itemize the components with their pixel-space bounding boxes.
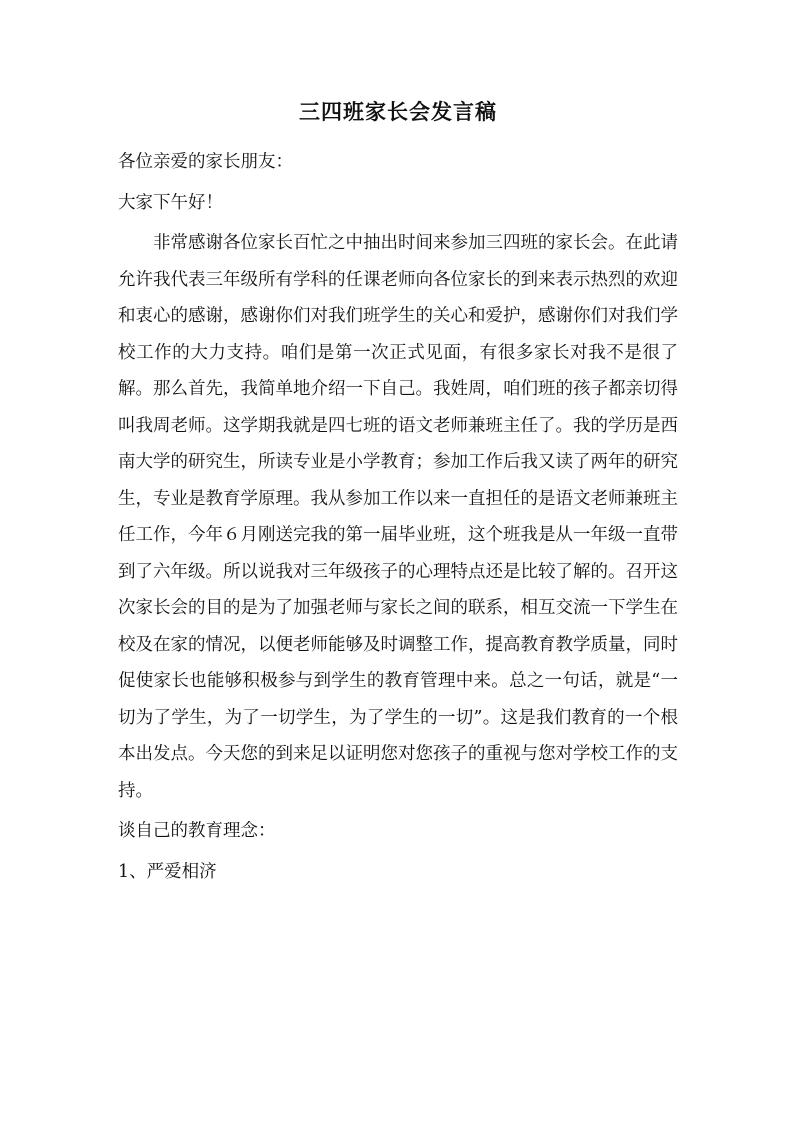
body-paragraph: 非常感谢各位家长百忙之中抽出时间来参加三四班的家长会。在此请允许我代表三年级所有学科的任课老师向各位家长的到来表示热烈的欢迎和衷心的感谢，感谢你们对我们班学生的关心和爱护，感谢你们对我们学校工作的大力支持。咱们是第一次正式见面，有很多家长对我不是很了解。那么首先，我简单地介绍一下自己。我姓周，咱们班的孩子都亲切得叫我周老师。这学期我就是四七班的语文老师兼班主任了。我的学历是西南大学的研究生，所读专业是小学教育；参加工作后我又读了两年的研究生，专业是教育学原理。我从参加工作以来一直担任的是语文老师兼班主任工作，今年６月刚送完我的第一届毕业班，这个班我是从一年级一直带到了六年级。所以说我对三年级孩子的心理特点还是比较了解的。召开这次家长会的目的是为了加强老师与家长之间的联系，相互交流一下学生在校及在家的情况，以便老师能够及时调整工作，提高教育教学质量，同时促使家长也能够积极参与到学生的教育管理中来。总之一句话，就是“一切为了学生，为了一切学生，为了学生的一切”。这是我们教育的一个根本出发点。今天您的到来足以证明您对您孩子的重视与您对学校工作的支持。 [118, 233, 678, 801]
document-title: 三四班家长会发言稿 [299, 99, 497, 124]
greeting-line: 大家下午好！ [118, 192, 223, 213]
document-content [118, 96, 678, 890]
section-heading: 谈自己的教育理念： [118, 821, 276, 841]
list-item-1: 1、严爱相济 [118, 861, 217, 882]
salutation-line: 各位亲爱的家长朋友： [118, 152, 293, 172]
